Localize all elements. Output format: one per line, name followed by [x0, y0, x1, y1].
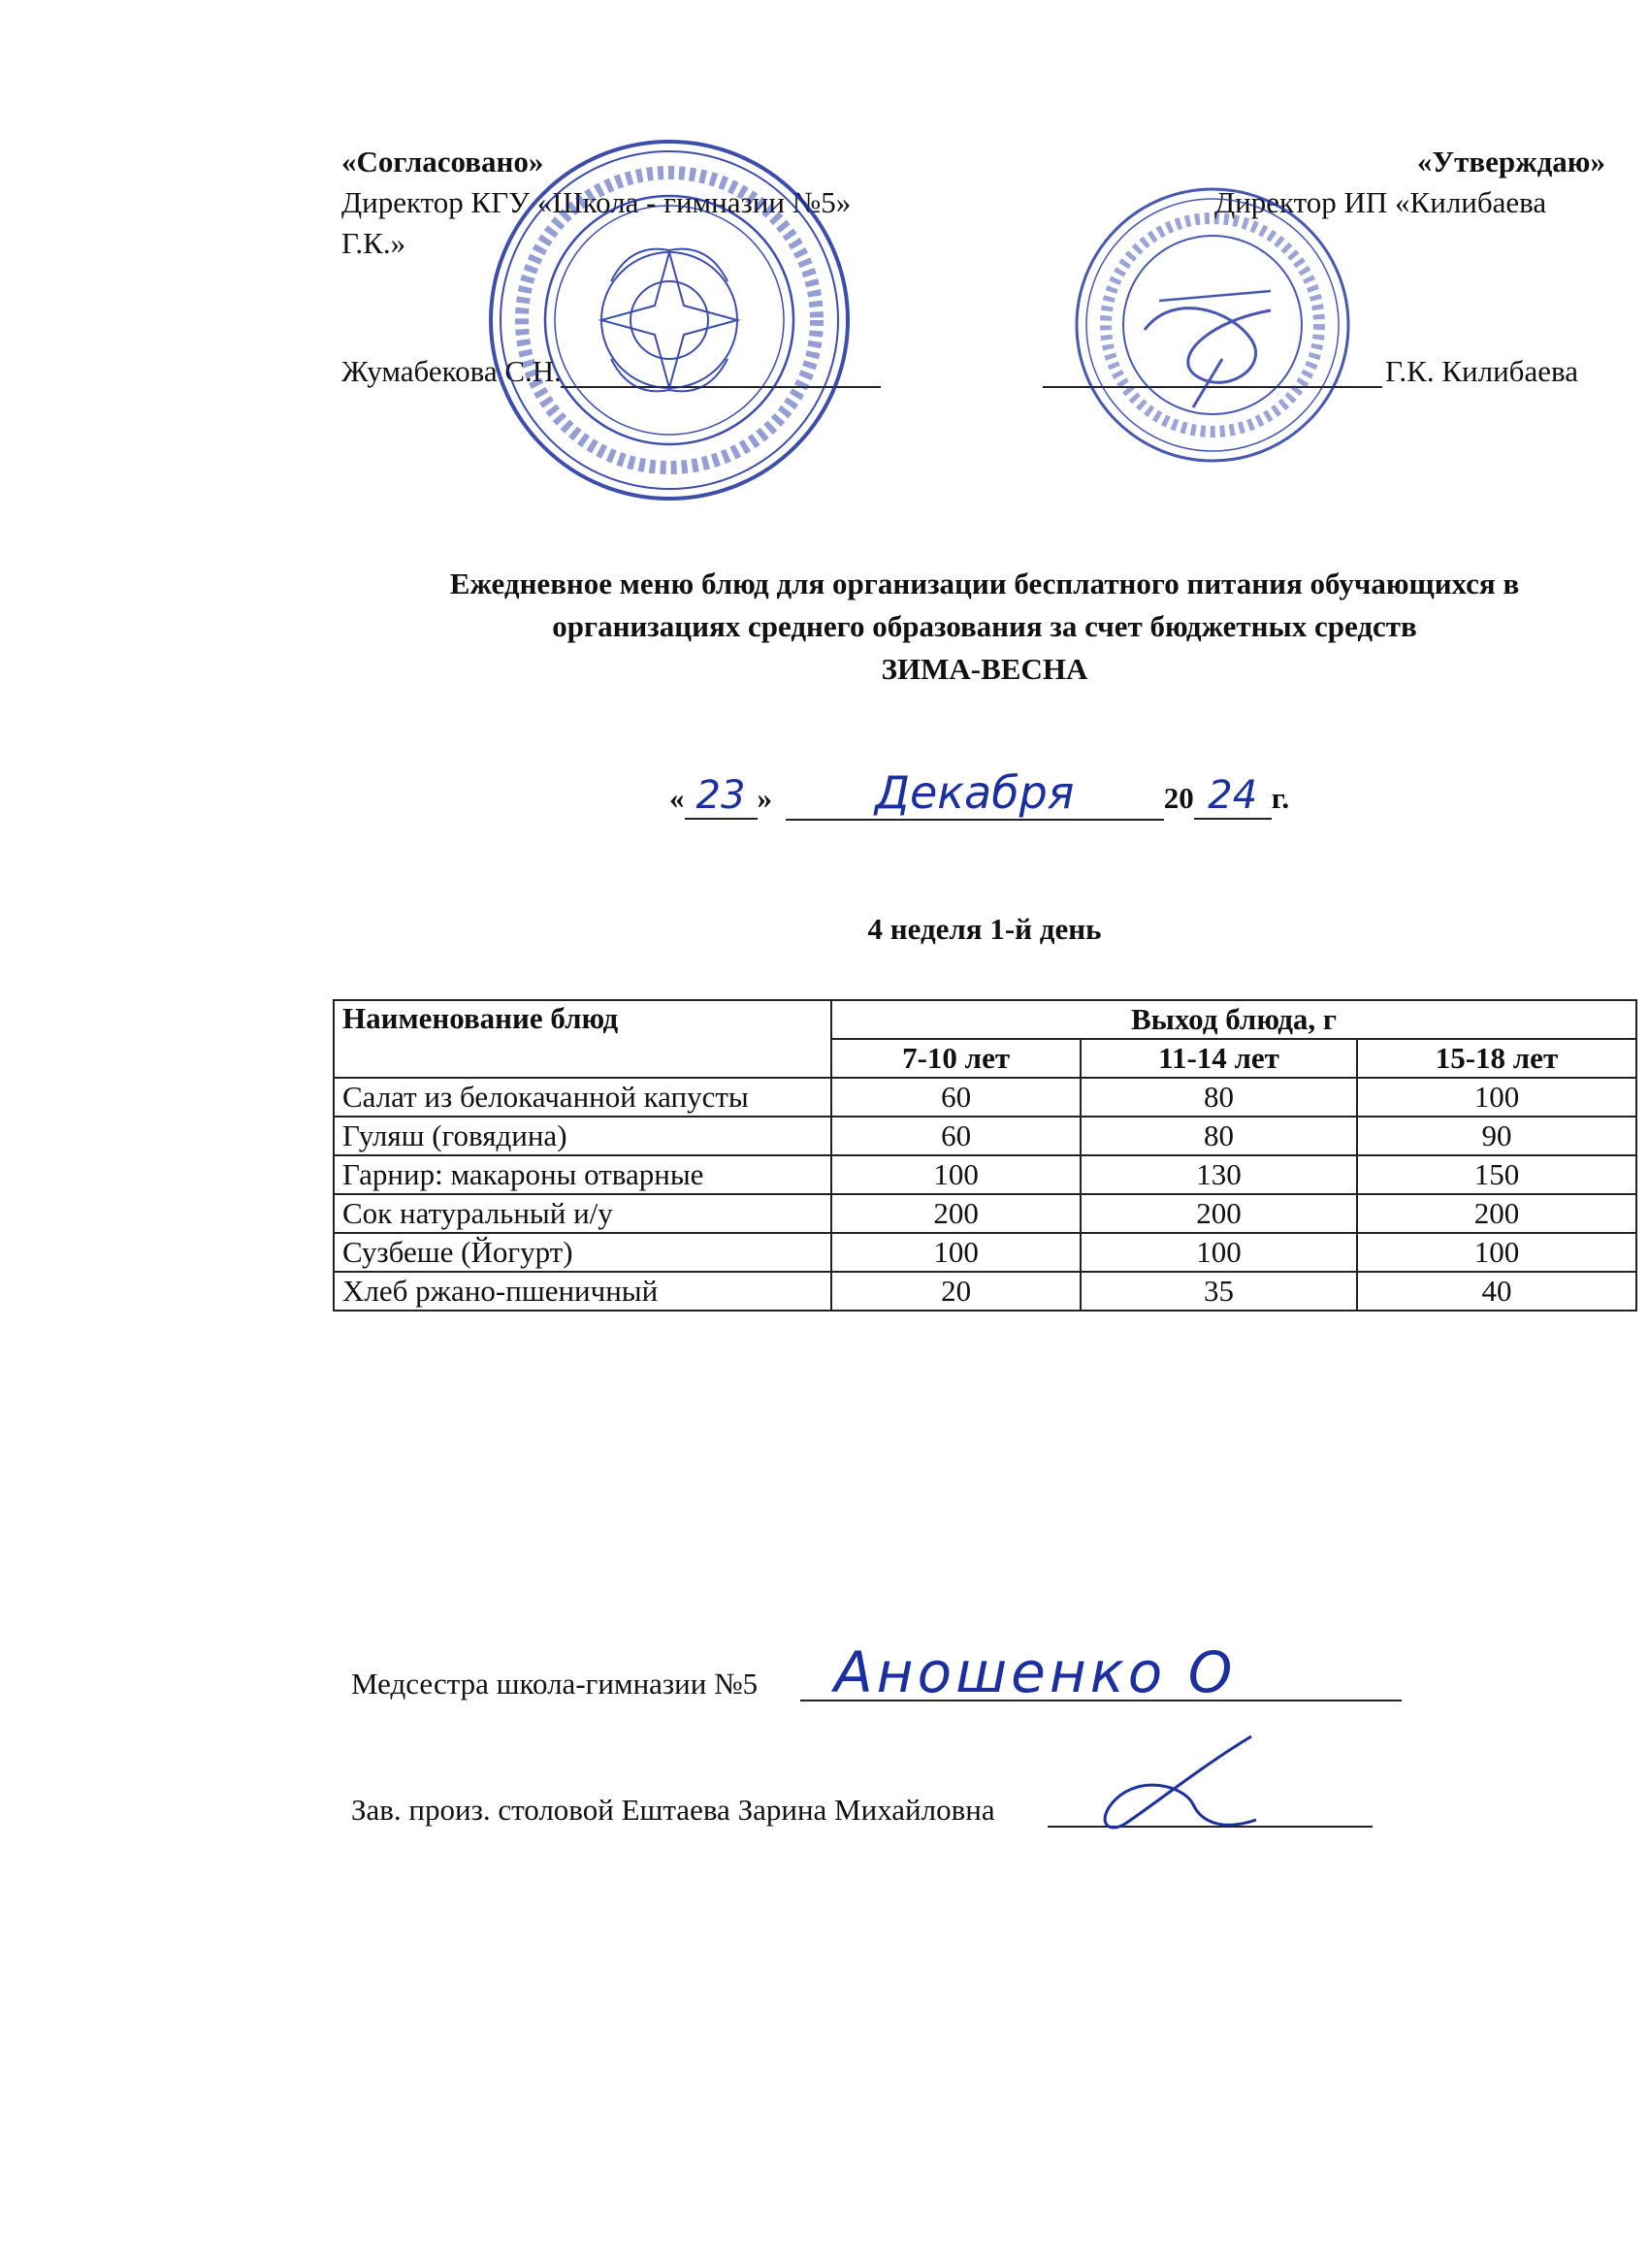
- dish-name: Сузбеше (Йогурт): [334, 1233, 831, 1272]
- approval-left-title: «Согласовано»: [341, 145, 544, 178]
- table-row: [334, 1233, 1636, 1272]
- portion-value: 100: [1357, 1078, 1636, 1117]
- week-label: 4 неделя 1-й день: [867, 912, 1102, 946]
- age-group-header: 11-14 лет: [1081, 1039, 1357, 1078]
- portion-value: 130: [1081, 1155, 1357, 1194]
- date-year-suffix: 24: [1194, 773, 1272, 820]
- canteen-head-label: Зав. произ. столовой Ештаева Зарина Михайловна: [351, 1793, 995, 1827]
- date-line: [669, 766, 1289, 821]
- document-title: [291, 563, 1649, 691]
- title-line-2: организациях среднего образования за счет бюджетных средств: [552, 609, 1417, 643]
- canteen-head-signature-icon: [1086, 1727, 1280, 1843]
- portion-value: 100: [831, 1155, 1081, 1194]
- table-header-row: [334, 1000, 1636, 1039]
- nurse-handwriting: Аношенко О: [834, 1639, 1237, 1705]
- portion-value: 100: [1357, 1233, 1636, 1272]
- portion-value: 100: [831, 1233, 1081, 1272]
- approval-right-title: «Утверждаю»: [1416, 145, 1605, 178]
- table-row: [334, 1117, 1636, 1155]
- title-line-3: ЗИМА-ВЕСНА: [881, 652, 1088, 686]
- date-open-quote: «: [669, 781, 685, 815]
- portion-value: 40: [1357, 1272, 1636, 1311]
- portion-value: 200: [1081, 1194, 1357, 1233]
- nurse-signature-label: Медсестра школа-гимназии №5: [351, 1667, 759, 1701]
- portion-value: 200: [1357, 1194, 1636, 1233]
- table-row: [334, 1272, 1636, 1311]
- portion-value: 90: [1357, 1117, 1636, 1155]
- portion-value: 200: [831, 1194, 1081, 1233]
- portion-value: 35: [1081, 1272, 1357, 1311]
- menu-table: [333, 999, 1637, 1312]
- company-stamp-icon: [1067, 165, 1358, 485]
- dish-name: Хлеб ржано-пшеничный: [334, 1272, 831, 1311]
- date-year-unit: г.: [1271, 781, 1290, 815]
- dish-name: Салат из белокачанной капусты: [334, 1078, 831, 1117]
- table-row: [334, 1155, 1636, 1194]
- table-row: [334, 1078, 1636, 1117]
- portion-value: 80: [1081, 1117, 1357, 1155]
- age-group-header: 15-18 лет: [1357, 1039, 1636, 1078]
- dish-name: Сок натуральный и/у: [334, 1194, 831, 1233]
- date-close-quote: »: [757, 781, 772, 815]
- portion-value: 80: [1081, 1078, 1357, 1117]
- approval-right-line1: Директор ИП «Килибаева: [1214, 185, 1547, 219]
- approval-left-signer: Жумабекова С.Н.: [341, 354, 562, 388]
- col-dish-name-header: Наименование блюд: [334, 1000, 831, 1078]
- approval-left-line2: Г.К.»: [341, 226, 406, 260]
- age-group-header: 7-10 лет: [831, 1039, 1081, 1078]
- portion-value: 150: [1357, 1155, 1636, 1194]
- dish-name: Гуляш (говядина): [334, 1117, 831, 1155]
- portion-value: 60: [831, 1117, 1081, 1155]
- portion-value: 60: [831, 1078, 1081, 1117]
- portion-value: 20: [831, 1272, 1081, 1311]
- approval-right-signer: Г.К. Килибаева: [1385, 354, 1578, 388]
- dish-name: Гарнир: макароны отварные: [334, 1155, 831, 1194]
- approval-left-line1: Директор КГУ «Школа - гимназии №5»: [341, 185, 852, 219]
- school-stamp-icon: [485, 136, 854, 504]
- col-output-header: Выход блюда, г: [831, 1000, 1636, 1039]
- date-day: 23: [685, 773, 758, 820]
- table-row: [334, 1194, 1636, 1233]
- date-month: Декабря: [786, 766, 1164, 821]
- portion-value: 100: [1081, 1233, 1357, 1272]
- date-year-prefix: 20: [1163, 781, 1194, 815]
- title-line-1: Ежедневное меню блюд для организации бесплатного питания обучающихся в: [449, 567, 1520, 600]
